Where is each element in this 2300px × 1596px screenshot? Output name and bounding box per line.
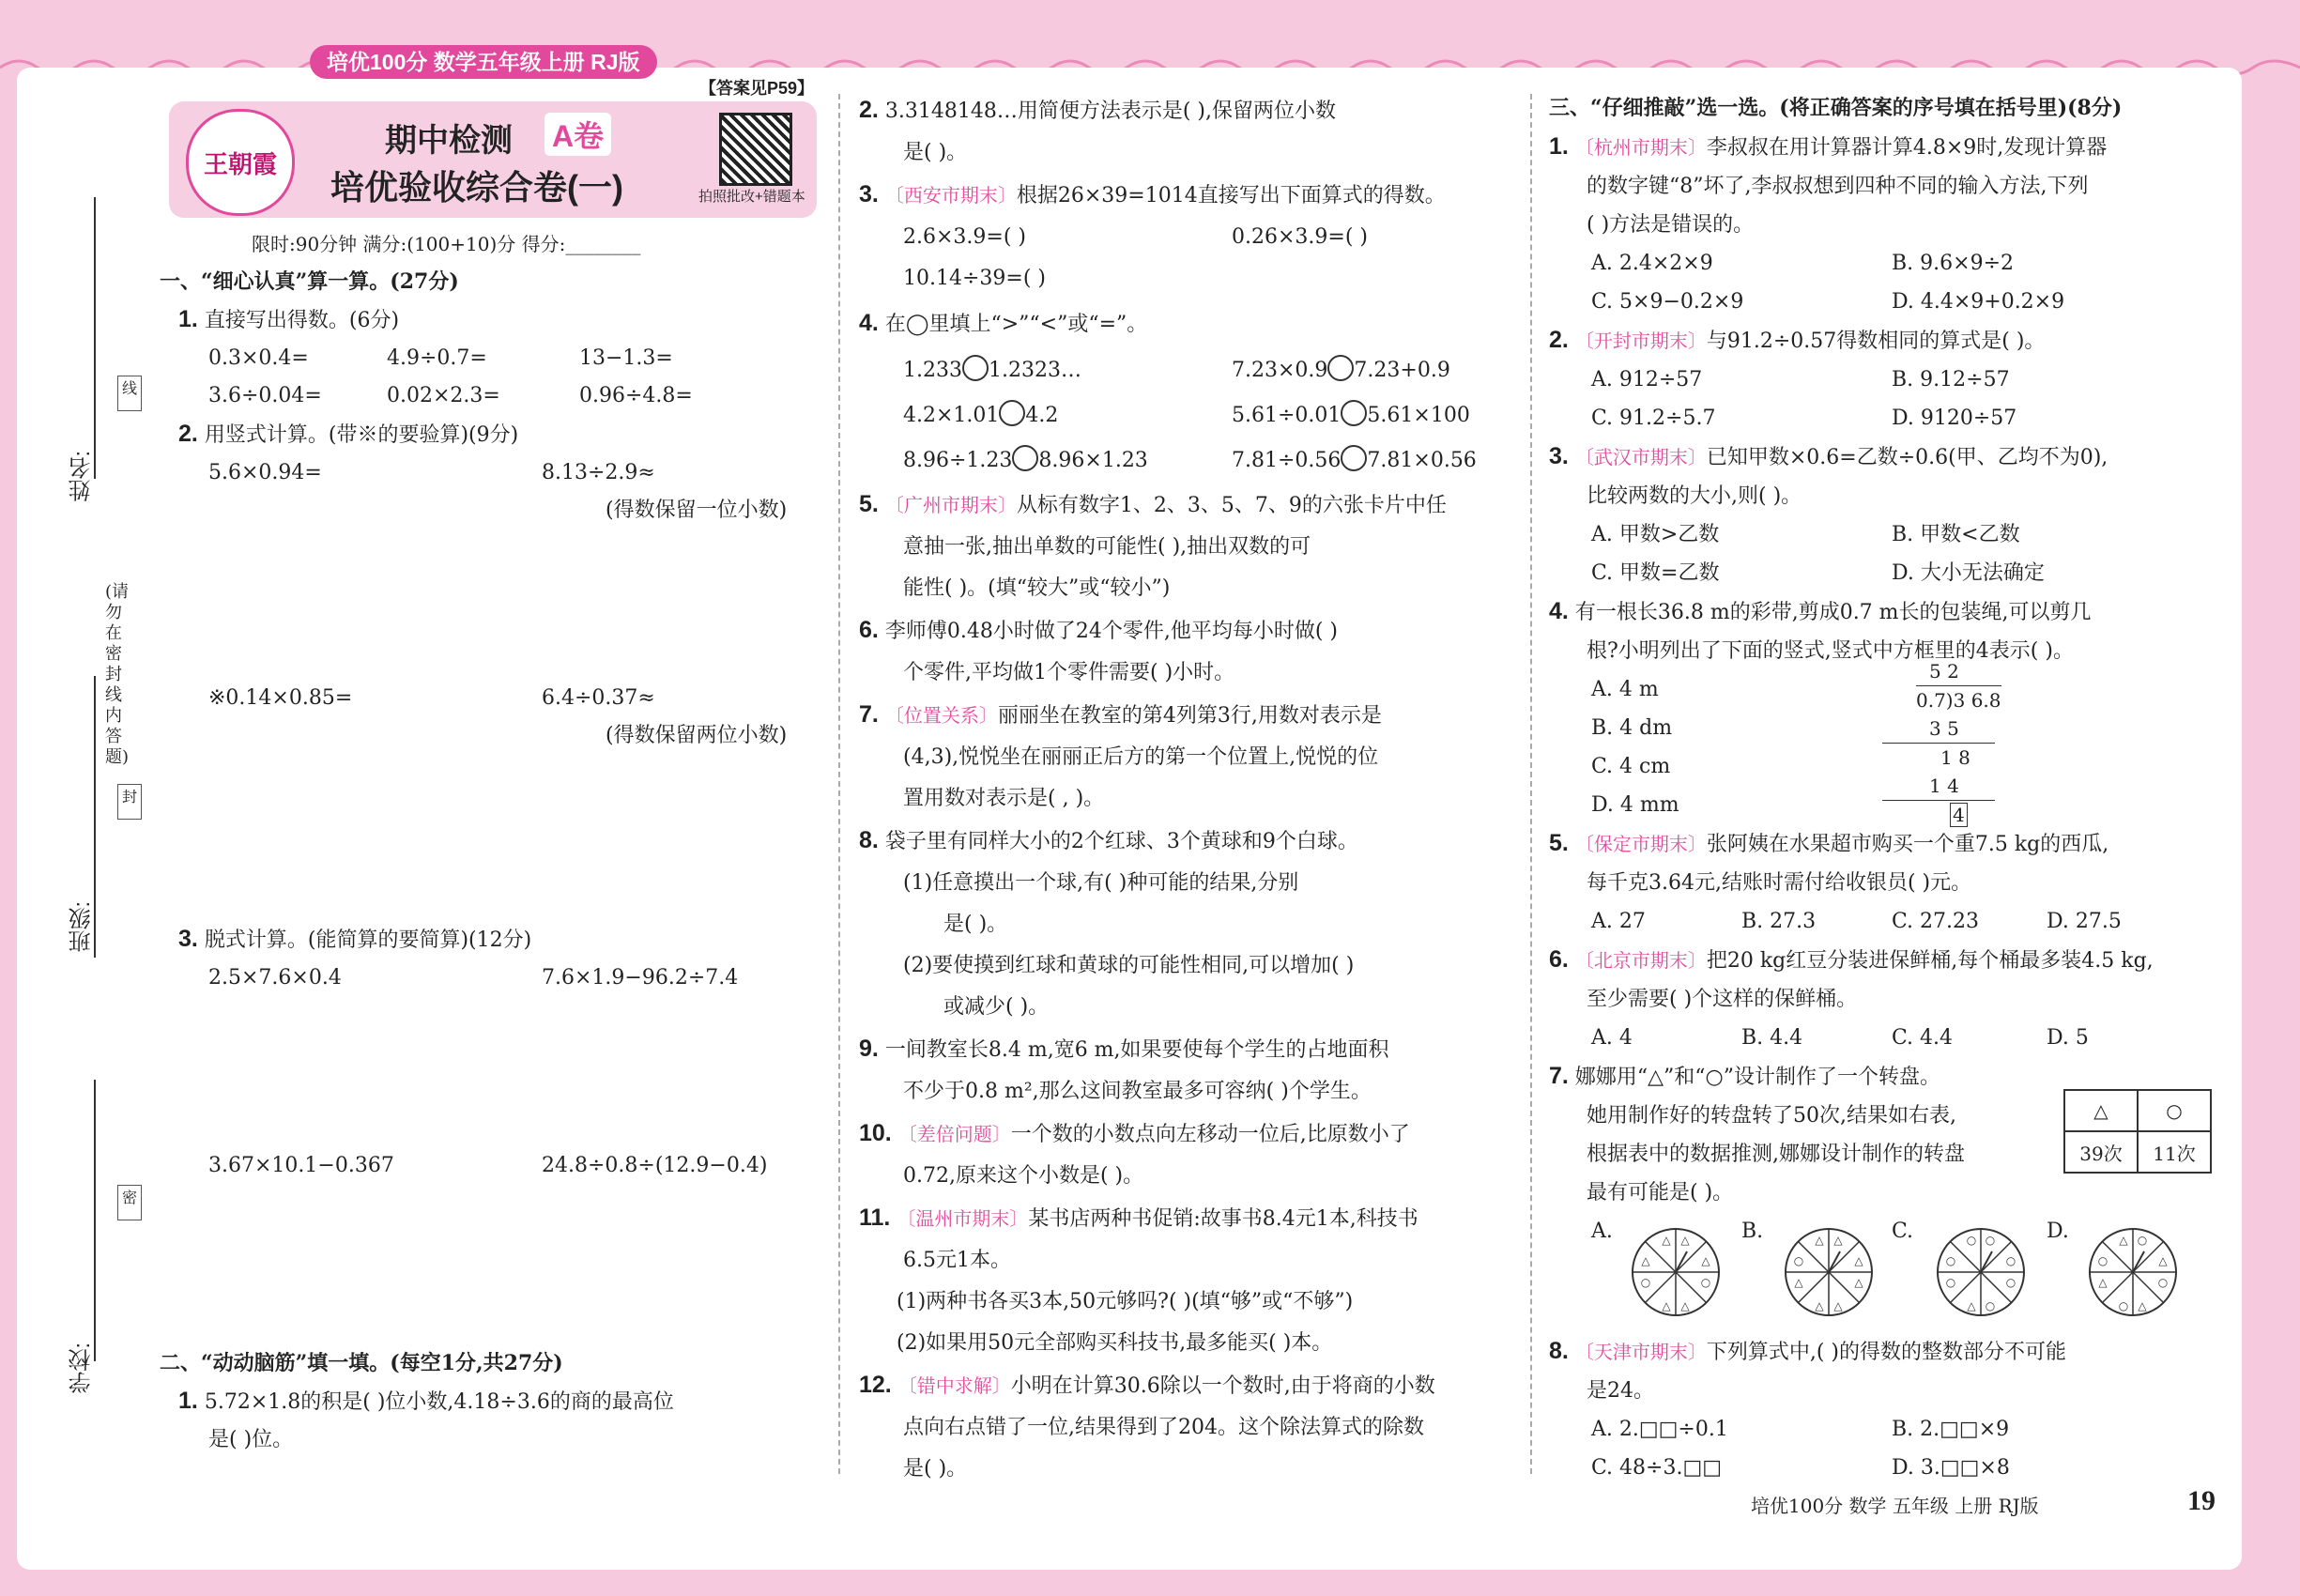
mc-q4-line1: 有一根长36.8 m的彩带,剪成0.7 m长的包装绳,可以剪几: [1574, 601, 2092, 624]
mc-q1-opts-1: A. 2.4×2×9 B. 9.6×9÷2: [1591, 252, 2015, 275]
mc-q3-line1: 已知甲数×0.6=乙数÷0.6(甲、乙均不为0),: [1706, 446, 2108, 469]
svg-text:△: △: [1854, 1254, 1863, 1267]
svg-text:○: ○: [2157, 1276, 2169, 1289]
spinner-c-icon: [1934, 1225, 2028, 1319]
q7-line3: 置用数对表示是( , )。: [903, 787, 1105, 810]
exam-title: 期中检测: [385, 123, 513, 159]
svg-text:△: △: [2158, 1254, 2168, 1267]
fill-q1-line2: 是( )位。: [208, 1428, 294, 1451]
svg-text:○: ○: [2118, 1299, 2129, 1312]
school-label: 学校:: [69, 1343, 95, 1394]
svg-text:○: ○: [2097, 1254, 2108, 1267]
class-line: [94, 676, 96, 958]
svg-text:△: △: [1680, 1299, 1690, 1312]
mc-q1-line2: 的数字键“8”坏了,李叔叔想到四种不同的输入方法,下列: [1587, 175, 2089, 198]
q3-tag: 〔西安市期末〕: [884, 184, 1017, 207]
mc-q1-line3: ( )方法是错误的。: [1587, 213, 1755, 237]
mc-q2-opts-2: C. 91.2÷5.7 D. 9120÷57: [1591, 407, 2017, 430]
q3-text: 脱式计算。(能简算的要简算)(12分): [204, 928, 532, 952]
svg-text:△: △: [1815, 1234, 1824, 1247]
mc-q3-opts-1: A. 甲数>乙数 B. 甲数<乙数: [1591, 523, 2020, 546]
q9-line2: 不少于0.8 m²,那么这间教室最多可容纳( )个学生。: [903, 1080, 1372, 1103]
q1-text: 直接写出得数。(6分): [204, 309, 400, 332]
mc-q8-opts-2: C. 48÷3.□□ D. 3.□□×8: [1591, 1456, 2010, 1480]
svg-text:○: ○: [1700, 1276, 1711, 1289]
column-middle: 2. 3.3148148…用简便方法表示是( ),保留两位小数 是( )。 3. 〔西安市期末〕根据26×39=1014直接写出下面算式的得数。 2.6×3.9=( ) 0.26×3.9=( ) 10.14÷39=( ) 4. 在◯里填上“>”“<”或“=”。 1.233 1.2323… 7.23×0.9 7.23+0.9 4.2×1.01 4.2 5.61÷0.01 5.61×100 8.96÷1.23 8.96×1.23 7.81÷0.56 7.81×0.56 5. 〔广州市期末〕从标有数字1、2、3、5、7、9的六张卡片中任 意抽一张,抽出单数的可能性( ),抽出双数的可 能性( )。(填“较大”或“较小”) 6. 李师傅0.48小时做了24个零件,他平均每小时做( ) 个零件,平均做1个零件需要( )小时。 7. 〔位置关系〕丽丽坐在教室的第4列第3行,用数对表示是 (4,3),悦悦坐在丽丽正后方的第一个位置上,悦悦的位 置用数对表示是( , )。 8. 袋子里有同样大小的2个红球、3个黄球和9个白球。 (1)任意摸出一个球,有( )种可能的结果,分别 是( )。 (2)要使摸到红球和黄球的可能性相同,可以增加( ) 或减少( )。 9. 一间教室长8.4 m,宽6 m,如果要使每个学生的占地面积 不少于0.8 m²,那么这间教室最多可容纳( )个学生。 10. 〔差倍问题〕一个数的小数点向左移动一位后,比原数小了 0.72,原来这个小数是( )。 11. 〔温州市期末〕某书店两种书促销:故事书8.4元1本,科技书 6.5元1本。 (1)两种书各买3本,50元够吗?( )(填“够”或“不够”) (2)如果用50元全部购买科技书,最多能买( )本。 12. 〔错中求解〕小明在计算30.6除以一个数时,由于将商的小数 点向右点错了一位,结果得到了204。这个除法算式的除数 是( )。: [859, 89, 1516, 1490]
name-label: 姓名:: [69, 451, 95, 502]
mc-q5-opts: A. 27 B. 27.3 C. 27.23 D. 27.5: [1591, 910, 2122, 933]
mc-q8-line1: 下列算式中,( )的得数的整数部分不可能: [1706, 1341, 2067, 1364]
seal-note: (请勿在密封线内答题): [105, 582, 130, 767]
svg-text:△: △: [2098, 1276, 2108, 1289]
mc-q7-line3: 根据表中的数据推测,娜娜设计制作的转盘: [1587, 1143, 1965, 1166]
svg-text:○: ○: [1640, 1276, 1651, 1289]
q5-line2: 意抽一张,抽出单数的可能性( ),抽出双数的可: [903, 535, 1311, 559]
mc-q1-line1: 李叔叔在用计算器计算4.8×9时,发现计算器: [1706, 136, 2108, 160]
volume-badge: A卷: [544, 113, 611, 156]
mc-q3-opts-2: C. 甲数=乙数 D. 大小无法确定: [1591, 561, 2045, 585]
svg-text:○: ○: [2005, 1276, 2016, 1289]
q3-row-2: 3.67×10.1−0.367 24.8÷0.8÷(12.9−0.4): [208, 1154, 768, 1177]
q3-text: 根据26×39=1014直接写出下面算式的得数。: [1016, 184, 1446, 207]
section-3-heading: 三、“仔细推敲”选一选。(将正确答案的序号填在括号里)(8分): [1549, 96, 2123, 120]
svg-text:△: △: [1833, 1234, 1843, 1247]
svg-text:△: △: [2138, 1299, 2147, 1312]
q8-2-line2: 或减少( )。: [943, 995, 1050, 1019]
svg-text:△: △: [1662, 1234, 1671, 1247]
q3-row-1: 2.5×7.6×0.4 7.6×1.9−96.2÷7.4: [208, 966, 739, 990]
mc-q7-line4: 最有可能是( )。: [1587, 1181, 1734, 1205]
mc-q4-block: A. 4 m B. 4 dm C. 4 cm D. 4 mm 5 2 0.7)3 6.8 3 5 1 8 1 4 4: [1549, 670, 2206, 824]
question-number: 1.: [178, 306, 198, 332]
long-division: 5 2 0.7)3 6.8 3 5 1 8 1 4 4: [1882, 657, 2001, 829]
q11-line2: 6.5元1本。: [903, 1249, 1011, 1272]
q12-line1: 小明在计算30.6除以一个数时,由于将商的小数: [1010, 1374, 1435, 1398]
secret-mark: 密: [117, 1185, 142, 1220]
q8-text: 袋子里有同样大小的2个红球、3个黄球和9个白球。: [884, 830, 1358, 853]
q7-line1: 丽丽坐在教室的第4列第3行,用数对表示是: [997, 704, 1382, 728]
spinner-result-table: △ ○ 39次 11次: [2063, 1089, 2212, 1174]
class-label: 班级:: [69, 901, 95, 953]
column-divider-2: [1530, 94, 1532, 1474]
svg-text:○: ○: [1945, 1276, 1956, 1289]
q3-row2: 10.14÷39=( ): [903, 267, 1047, 290]
q9-line1: 一间教室长8.4 m,宽6 m,如果要使每个学生的占地面积: [884, 1038, 1389, 1062]
q2-note-2: (得数保留两位小数): [606, 724, 788, 747]
q4-text: 在◯里填上“>”“<”或“=”。: [884, 313, 1148, 336]
svg-text:△: △: [1680, 1234, 1690, 1247]
svg-text:○: ○: [1793, 1254, 1804, 1267]
q7-line2: (4,3),悦悦坐在丽丽正后方的第一个位置上,悦悦的位: [903, 745, 1379, 769]
mc-q8-line2: 是24。: [1587, 1379, 1654, 1403]
mc-q6-line1: 把20 kg红豆分装进保鲜桶,每个桶最多装4.5 kg,: [1706, 949, 2154, 973]
svg-text:○: ○: [1985, 1299, 1996, 1312]
mc-q3-line2: 比较两数的大小,则( )。: [1587, 484, 1802, 508]
column-right: 三、“仔细推敲”选一选。(将正确答案的序号填在括号里)(8分) 1. 〔杭州市期末〕李叔叔在用计算器计算4.8×9时,发现计算器 的数字键“8”坏了,李叔叔想到四种不同的输入方法,下列 ( )方法是错误的。 A. 2.4×2×9 B. 9.6×9÷2 C. 5×9−0.2×9 D. 4.4×9+0.2×9 2. 〔开封市期末〕与91.2÷0.57得数相同的算式是( )。 A. 912÷57 B. 9.12÷57 C. 91.2÷5.7 D. 9120÷57 3. 〔武汉市期末〕已知甲数×0.6=乙数÷0.6(甲、乙均不为0), 比较两数的大小,则( )。 A. 甲数>乙数 B. 甲数<乙数 C. 甲数=乙数 D. 大小无法确定 4. 有一根长36.8 m的彩带,剪成0.7 m长的包装绳,可以剪几 根?小明列出了下面的竖式,竖式中方框里的4表示( )。 A. 4 m B. 4 dm C. 4 cm D. 4 mm 5 2 0.7)3 6.8 3 5 1 8 1 4 4 5. 〔保定市期末〕张阿姨在水果超市购买一个重7.5 kg的西瓜, 每千克3.64元,结账时需付给收银员( )元。 A. 27 B. 27.3 C. 27.23 D. 27.5 6. 〔北京市期末〕把20 kg红豆分装进保鲜桶,每个桶最多装4.5 kg, 至少需要( )个这样的保鲜桶。 A. 4 B. 4.4 C. 4.4̇ D. 5 7. 娜娜用“△”和“○”设计制作了一个转盘。 她用制作好的转盘转了50次,结果如右表, 根据表中的数据推测,娜娜设计制作的转盘 最有可能是( )。 A. B. C. D. 8. 〔天津市期末〕下列算式中,( )的得数的整数部分不可能 是24。 A. 2.□□÷0.1 B. 2.□□×9 C. 48÷3.□□ D. 3.□□×8: [1549, 89, 2206, 1487]
mc-q7-line2: 她用制作好的转盘转了50次,结果如右表,: [1587, 1104, 1956, 1128]
q2-row-2: ※0.14×0.85= 6.4÷0.37≈: [208, 686, 655, 710]
seal-mark: 封: [117, 784, 142, 820]
q6-line2: 个零件,平均做1个零件需要( )小时。: [903, 661, 1235, 684]
q2-row-1: 5.6×0.94= 8.13÷2.9≈: [208, 461, 655, 484]
q4-row2: 4.2×1.01 4.2 5.61÷0.01 5.61×100: [859, 393, 1516, 438]
q5-line3: 能性( )。(填“较大”或“较小”): [903, 576, 1171, 600]
spinner-a-icon: [1629, 1225, 1723, 1319]
q12-line2: 点向右点错了一位,结果得到了204。这个除法算式的除数: [903, 1416, 1424, 1439]
qr-label: 拍照批改+错题本: [698, 189, 805, 205]
svg-text:△: △: [1662, 1299, 1671, 1312]
svg-text:△: △: [1854, 1276, 1863, 1289]
svg-text:△: △: [1815, 1299, 1824, 1312]
mc-q2-text: 与91.2÷0.57得数相同的算式是( )。: [1706, 330, 2046, 353]
svg-text:△: △: [1967, 1299, 1976, 1312]
exam-info: 限时:90分钟 满分:(100+10)分 得分:________: [252, 233, 641, 255]
q6-line1: 李师傅0.48小时做了24个零件,他平均每小时做( ): [884, 620, 1338, 643]
mc-q2-opts-1: A. 912÷57 B. 9.12÷57: [1591, 368, 2010, 391]
name-line: [94, 197, 96, 479]
q1-row-1: 0.3×0.4= 4.9÷0.7= 13−1.3=: [208, 346, 673, 370]
svg-text:○: ○: [1985, 1234, 1996, 1247]
q8-2-line1: (2)要使摸到红球和黄球的可能性相同,可以增加( ): [903, 954, 1355, 977]
svg-text:○: ○: [2005, 1254, 2016, 1267]
series-header: 培优100分 数学五年级上册 RJ版: [310, 45, 657, 79]
q12-line3: 是( )。: [903, 1457, 968, 1481]
svg-text:○: ○: [1966, 1234, 1977, 1247]
spinner-d-icon: [2086, 1225, 2180, 1319]
school-line: [94, 1080, 96, 1361]
q4-row1: 1.233 1.2323… 7.23×0.9 7.23+0.9: [859, 348, 1516, 393]
q2-line1: 3.3148148…用简便方法表示是( ),保留两位小数: [884, 100, 1336, 123]
q11-line1: 某书店两种书促销:故事书8.4元1本,科技书: [1028, 1207, 1418, 1231]
q2-note-1: (得数保留一位小数): [606, 499, 788, 522]
q2-line2: 是( )。: [903, 141, 968, 164]
q10-line1: 一个数的小数点向左移动一位后,比原数小了: [1010, 1123, 1410, 1146]
mc-q5-line1: 张阿姨在水果超市购买一个重7.5 kg的西瓜,: [1706, 833, 2109, 856]
column-left: 限时:90分钟 满分:(100+10)分 得分:________ 一、“细心认真”算一算。(27分) 1. 直接写出得数。(6分) 0.3×0.4= 4.9÷0.7= 13−1.3= 3.6÷0.04= 0.02×2.3= 0.96÷4.8= 2. 用竖式计算。(带※的要验算)(9分) 5.6×0.94= 8.13÷2.9≈ (得数保留一位小数) ※0.14×0.85= 6.4÷0.37≈ (得数保留两位小数) 3. 脱式计算。(能简算的要简算)(12分) 2.5×7.6×0.4 7.6×1.9−96.2÷7.4 3.67×10.1−0.367 24.8÷0.8÷(12.9−0.4) 二、“动动脑筋”填一填。(每空1分,共27分) 1. 5.72×1.8的积是( )位小数,4.18÷3.6的商的最高位 是( )位。: [160, 89, 836, 1459]
answer-reference: 【答案见P59】: [699, 79, 815, 98]
mc-q8-opts-1: A. 2.□□÷0.1 B. 2.□□×9: [1591, 1418, 2010, 1441]
q8-1-line2: 是( )。: [943, 913, 1008, 936]
fill-q1-line1: 5.72×1.8的积是( )位小数,4.18÷3.6的商的最高位: [204, 1390, 674, 1414]
column-divider-1: [838, 94, 840, 1474]
svg-text:○: ○: [1945, 1254, 1956, 1267]
q11-part1: (1)两种书各买3本,50元够吗?( )(填“够”或“不够”): [897, 1290, 1354, 1313]
q1-row-2: 3.6÷0.04= 0.02×2.3= 0.96÷4.8=: [208, 384, 693, 407]
mc-q7-line1: 娜娜用“△”和“○”设计制作了一个转盘。: [1574, 1066, 1940, 1089]
section-1-heading: 一、“细心认真”算一算。(27分): [160, 269, 459, 294]
svg-text:△: △: [1641, 1254, 1650, 1267]
mc-q4-line2: 根?小明列出了下面的竖式,竖式中方框里的4表示( )。: [1587, 639, 2074, 663]
mc-q6-opts: A. 4 B. 4.4 C. 4.4̇ D. 5: [1591, 1026, 2089, 1050]
mc-q7-opts: A. B. C. D.: [1591, 1220, 2069, 1243]
q8-1-line1: (1)任意摸出一个球,有( )种可能的结果,分别: [903, 871, 1299, 895]
svg-text:△: △: [1794, 1276, 1803, 1289]
q5-line1: 从标有数字1、2、3、5、7、9的六张卡片中任: [1016, 494, 1447, 517]
svg-text:△: △: [2119, 1234, 2128, 1247]
brand-logo: 王朝霞: [186, 109, 295, 216]
q2-text: 用竖式计算。(带※的要验算)(9分): [204, 423, 519, 447]
section-2-heading: 二、“动动脑筋”填一填。(每空1分,共27分): [160, 1351, 563, 1375]
svg-text:○: ○: [2137, 1234, 2148, 1247]
svg-text:△: △: [1833, 1299, 1843, 1312]
spinner-b-icon: [1782, 1225, 1876, 1319]
line-mark: 线: [117, 376, 142, 411]
q3-row1: 2.6×3.9=( ) 0.26×3.9=( ): [903, 225, 1368, 249]
q11-part2: (2)如果用50元全部购买科技书,最多能买( )本。: [897, 1331, 1333, 1355]
mc-q1-opts-2: C. 5×9−0.2×9 D. 4.4×9+0.2×9: [1591, 290, 2065, 314]
mc-q5-line2: 每千克3.64元,结账时需付给收银员( )元。: [1587, 871, 1972, 895]
mc-q6-line2: 至少需要( )个这样的保鲜桶。: [1587, 988, 1858, 1011]
page-number: 19: [2187, 1485, 2216, 1516]
footer-info: 培优100分 数学 五年级 上册 RJ版: [1751, 1495, 2039, 1517]
q10-line2: 0.72,原来这个小数是( )。: [903, 1164, 1144, 1188]
exam-subtitle: 培优验收综合卷(一): [330, 168, 623, 207]
q4-row3: 8.96÷1.23 8.96×1.23 7.81÷0.56 7.81×0.56: [859, 438, 1516, 483]
svg-text:△: △: [1701, 1254, 1710, 1267]
